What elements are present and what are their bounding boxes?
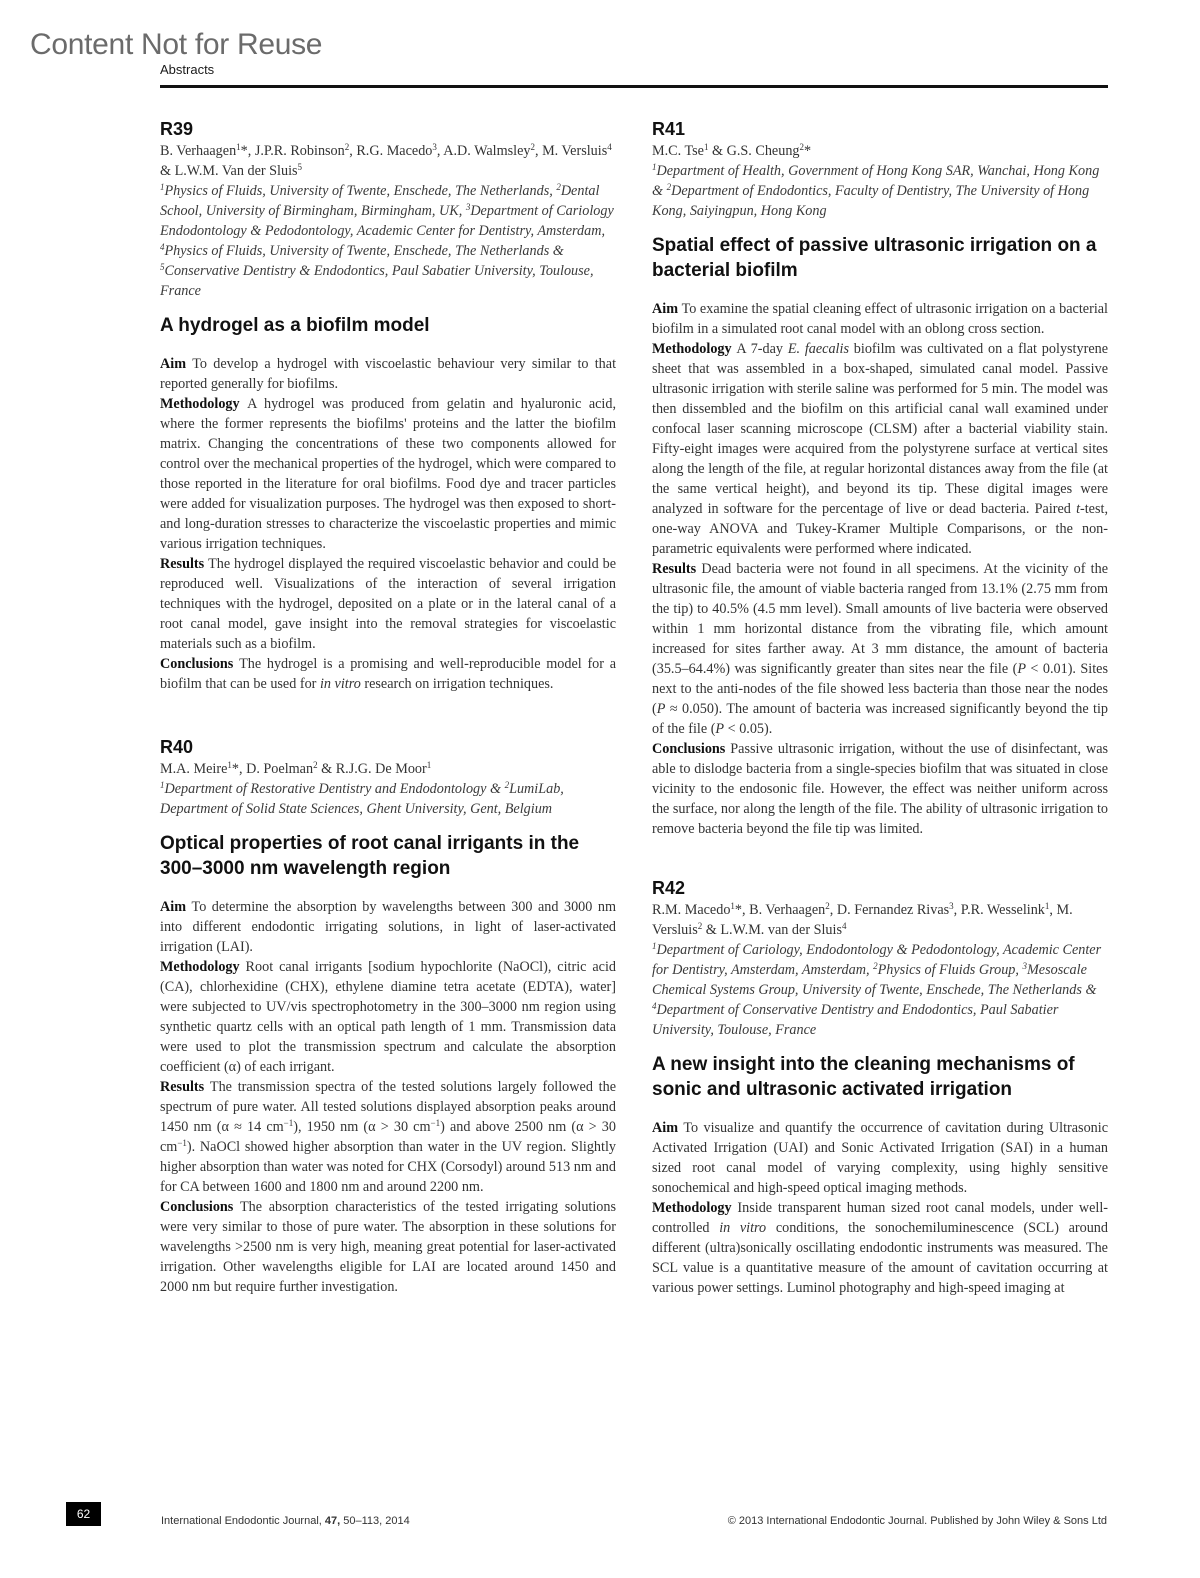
methodology-section	[160, 957, 616, 1077]
abstract-r42	[652, 877, 1108, 1298]
authors: R.M. Macedo$^1$*, B. Verhaagen$^2$, D. Fernandez Rivas$^3$, P.R. Wesselink$^1$, M. Versluis$^2$ & L.W.M. van der Sluis$^4$	[652, 901, 1073, 938]
affiliations: $^1$Department of Restorative Dentistry and Endodontology & $^2$LumiLab, Department of Solid State Sciences, Ghent University, Gent, Belgium	[160, 780, 564, 817]
methodology-label: Methodology	[652, 1200, 732, 1216]
copyright: © 2013 International Endodontic Journal. Published by John Wiley & Sons Ltd	[727, 1515, 1107, 1527]
spacer	[652, 839, 1108, 877]
abstract-title: Optical properties of root canal irrigants in the 300–3000 nm wavelength region	[160, 833, 580, 879]
abstract-code: R41	[652, 119, 686, 139]
aim-text: To develop a hydrogel with viscoelastic behaviour very similar to that reported generally for biofilms.	[160, 356, 617, 392]
affiliations: $^1$Department of Health, Government of Hong Kong SAR, Wanchai, Hong Kong & $^2$Department of Endodontics, Faculty of Dentistry, The University of Hong Kong, Saiyingpun, Hong Kong	[652, 162, 1100, 219]
aim-section	[652, 299, 1108, 339]
abstract-code: R39	[160, 119, 194, 139]
abstract-code: R42	[652, 878, 686, 898]
results-section	[160, 1077, 616, 1197]
aim-label: Aim	[652, 301, 679, 317]
spacer	[160, 694, 616, 736]
page-number: 62	[66, 1502, 101, 1526]
aim-label: Aim	[160, 899, 187, 915]
results-label: Results	[160, 1079, 205, 1095]
methodology-text: Inside transparent human sized root canal models, under well-controlled in vitro conditions, the sonochemiluminescence (SCL) around different (ultra)sonically oscillating endodontic instruments was measured. The SCL value is a quantitative measure of the amount of cavitation occurring at various power settings. Luminol photography and high-speed imaging at	[652, 1200, 1108, 1296]
header-rule	[160, 85, 1108, 88]
affiliations: $^1$Department of Cariology, Endodontology & Pedodontology, Academic Center for Dentistry, Amsterdam, Amsterdam, $^2$Physics of Fluids Group, $^3$Mesoscale Chemical Systems Group, University of Twente, Enschede, The Netherlands & $^4$Department of Conservative Dentistry and Endodontics, Paul Sabatier University, Toulouse, France	[652, 941, 1102, 1038]
abstract-code: R40	[160, 737, 194, 757]
conclusions-section	[652, 739, 1108, 839]
affiliations: $^1$Physics of Fluids, University of Twente, Enschede, The Netherlands, $^2$Dental School, University of Birmingham, Birmingham, UK, $^3$Department of Cariology Endodontology & Pedodontology, Academic Center for Dentistry, Amsterdam, $^4$Physics of Fluids, University of Twente, Enschede, The Netherlands & $^5$Conservative Dentistry & Endodontics, Paul Sabatier University, Toulouse, France	[160, 182, 614, 299]
authors: M.C. Tse$^1$ & G.S. Cheung$^2$*	[652, 142, 812, 159]
results-label: Results	[160, 556, 205, 572]
left-column	[160, 118, 616, 1297]
journal-pages-year: 50–113, 2014	[343, 1515, 410, 1527]
methodology-text: Root canal irrigants [sodium hypochlorite (NaOCl), citric acid (CA), chlorhexidine (CHX), ethylene diamine tetra acetate (EDTA), water] were subjected to UV/vis spectrophotometry in the 300–3000 nm region using synthetic quartz cells with an optical path length of 1 mm. Transmission data were used to plot the transmission spectrum and calculate the absorption coefficient (α) of each irrigant.	[160, 959, 616, 1075]
conclusions-label: Conclusions	[652, 741, 726, 757]
right-column	[652, 118, 1108, 1298]
aim-text: To examine the spatial cleaning effect of ultrasonic irrigation on a bacterial biofilm in a simulated root canal model with an oblong cross section.	[652, 301, 1109, 337]
watermark: Content Not for Reuse	[30, 28, 323, 61]
conclusions-section	[160, 1197, 616, 1297]
conclusions-text: The absorption characteristics of the tested irrigating solutions were very similar to those of pure water. The absorption in these solutions for wavelengths >2500 nm is very high, meaning great potential for laser-activated irrigation. Other wavelengths eligible for LAI are located around 1450 and 2000 nm but require further investigation.	[160, 1199, 617, 1295]
journal-name: International Endodontic Journal,	[161, 1515, 322, 1527]
results-text: The hydrogel displayed the required viscoelastic behavior and could be reproduced well. Visualizations of the interaction of several irrigation techniques with the hydrogel, deposited on a plate or in the lateral canal of a root canal model, gave insight into the removal strategies for viscoelastic materials such as a biofilm.	[160, 556, 616, 652]
abstract-r41	[652, 118, 1108, 839]
methodology-text: A 7-day E. faecalis biofilm was cultivated on a flat polystyrene sheet that was assembled in a box-shaped, simulated canal model. Passive ultrasonic irrigation with sterile saline was performed for 5 min. The model was then dissembled and the biofilm on this artificial canal wall examined under confocal laser scanning microscope (CLSM) after a bacterial viability stain. Fifty-eight images were acquired from the polystyrene surface at vertical sites along the length of the file, at regular horizontal distances away from the file (at the same vertical height), and beyond its tip. These digital images were analyzed in software for the percentage of live or dead bacteria. Paired t-test, one-way ANOVA and Tukey-Kramer Multiple Comparisons, or the non-parametric equivalents were performed where indicated.	[652, 341, 1109, 557]
results-text: Dead bacteria were not found in all specimens. At the vicinity of the ultrasonic file, the amount of viable bacteria ranged from 13.1% (2.75 mm from the tip) to 40.5% (4.5 mm level). Small amounts of live bacteria were observed within 1 mm horizontal distance from the vibrating file, which amount increased for sites farther away. At 3 mm distance, the amount of bacteria (35.5–64.4%) was significantly greater than sites near the file (P < 0.01). Sites next to the anti-nodes of the file showed less bacteria than those near the nodes (P ≈ 0.050). The amount of bacteria was increased significantly beyond the tip of the file (P < 0.05).	[652, 561, 1109, 737]
conclusions-label: Conclusions	[160, 656, 234, 672]
aim-section	[160, 354, 616, 394]
conclusions-text: The hydrogel is a promising and well-reproducible model for a biofilm that can be used for in vitro research on irrigation techniques.	[160, 656, 617, 692]
authors: M.A. Meire$^1$*, D. Poelman$^2$ & R.J.G. De Moor$^1$	[160, 760, 432, 777]
methodology-label: Methodology	[160, 959, 240, 975]
aim-label: Aim	[160, 356, 187, 372]
aim-label: Aim	[652, 1120, 679, 1136]
conclusions-section	[160, 654, 616, 694]
journal-volume: 47,	[324, 1515, 341, 1527]
results-text: The transmission spectra of the tested solutions largely followed the spectrum of pure water. All tested solutions displayed absorption peaks around 1450 nm (α ≈ 14 $cm^{-1}$), 1950 nm (α > 30 $cm^{-1}$) and above 2500 nm (α > 30 $cm^{-1}$). NaOCl showed higher absorption than water in the UV region. Slightly higher absorption than water was noted for CHX (Corsodyl) around 513 nm and for CA between 1600 and 1800 nm and around 2200 nm.	[160, 1079, 616, 1195]
abstract-r40	[160, 736, 616, 1297]
authors: B. Verhaagen$^1$*, J.P.R. Robinson$^2$, R.G. Macedo$^3$, A.D. Walmsley$^2$, M. Versluis$^4$ & L.W.M. Van der Sluis$^5$	[160, 142, 612, 179]
methodology-label: Methodology	[160, 396, 240, 412]
conclusions-label: Conclusions	[160, 1199, 234, 1215]
aim-text: To visualize and quantify the occurrence of cavitation during Ultrasonic Activated Irrigation (UAI) and Sonic Activated Irrigation (SAI) in a human sized root canal model of varying complexity, using highly sensitive sonochemical and high-speed optical imaging methods.	[652, 1120, 1108, 1196]
methodology-section	[652, 1198, 1108, 1298]
results-section	[160, 554, 616, 654]
aim-section	[160, 897, 616, 957]
methodology-section	[652, 339, 1108, 559]
aim-section	[652, 1118, 1108, 1198]
methodology-text: A hydrogel was produced from gelatin and hyaluronic acid, where the former represents the biofilms' proteins and the latter the biofilm matrix. Changing the concentrations of these two components allowed for control over the mechanical properties of the hydrogel, which were compared to those reported in the literature for oral biofilms. Food dye and tracer particles were added for visualization purposes. The hydrogel was then exposed to short- and long-duration stresses to characterize the viscoelastic properties and mimic various irrigation techniques.	[160, 396, 617, 552]
results-section	[652, 559, 1108, 739]
methodology-section	[160, 394, 616, 554]
journal-citation	[161, 1515, 410, 1527]
abstract-title: A new insight into the cleaning mechanisms of sonic and ultrasonic activated irrigation	[652, 1054, 1075, 1100]
abstract-title: A hydrogel as a biofilm model	[160, 315, 430, 336]
abstract-r39	[160, 118, 616, 694]
abstract-title: Spatial effect of passive ultrasonic irrigation on a bacterial biofilm	[652, 235, 1097, 281]
running-head: Abstracts	[160, 62, 215, 77]
results-label: Results	[652, 561, 697, 577]
methodology-label: Methodology	[652, 341, 732, 357]
conclusions-text: Passive ultrasonic irrigation, without the use of disinfectant, was able to dislodge bacteria from a single-species biofilm that was situated in close vicinity to the endosonic file. However, the effect was neither uniform across the surface, nor along the length of the file. The ability of ultrasonic irrigation to remove bacteria beyond the file tip was limited.	[652, 741, 1109, 837]
aim-text: To determine the absorption by wavelengths between 300 and 3000 nm into different endodontic irrigating solutions, in light of laser-activated irrigation (LAI).	[160, 899, 617, 955]
